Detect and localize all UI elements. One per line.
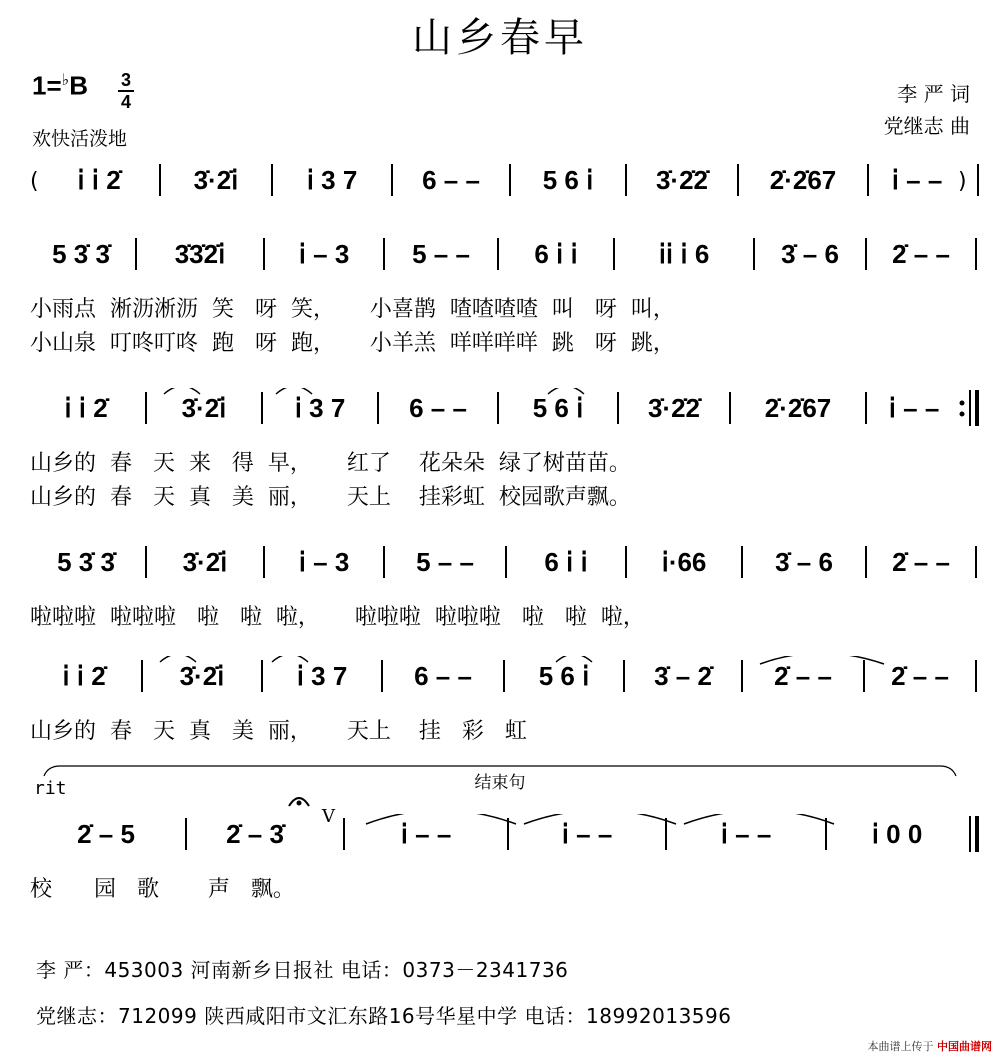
measure-3-3: ⅰ 3 7 (294, 393, 346, 423)
key-signature (32, 70, 88, 102)
footer (868, 1038, 993, 1054)
measure-5-1: ⅰ ⅰ 2̇ (62, 661, 106, 691)
measure-2-8: 2̇ – – (892, 239, 950, 269)
measure-4-4: 5 – – (416, 547, 474, 577)
lyric-line6: 校 园 歌 声 飘。 (30, 877, 295, 902)
measure-4-2: 3̇·2̇ⅰ (182, 547, 228, 577)
lyric-line5: 山乡的 春 天 真 美 丽， 天上 挂 彩 虹 (30, 719, 527, 744)
lyric-verse1-line2: 小雨点 淅沥淅沥 笑 呀 笑， 小喜鹊 喳喳喳喳 叫 呀 叫， (30, 297, 675, 322)
breath-mark: V (322, 806, 335, 827)
measure-6-3: ⅰ – – (400, 819, 452, 849)
score-line-6 (0, 806, 1000, 854)
contact-composer: 党继志：712099 陕西咸阳市文汇东路16号华星中学 电话：18992013596 (36, 1004, 732, 1028)
measure-5-4: 6 – – (414, 661, 472, 691)
measure-2-5: 6 ⅰ ⅰ (534, 239, 578, 269)
site-logo[interactable]: 中国曲谱网 (937, 1040, 992, 1053)
lyric-line4: 啦啦啦 啦啦啦 啦 啦 啦， 啦啦啦 啦啦啦 啦 啦 啦， (30, 605, 645, 630)
measure-4-5: 6 ⅰ ⅰ (544, 547, 588, 577)
measure-4-1: 5 3̇ 3̇ (57, 547, 115, 577)
contact-lyricist: 李 严：453003 河南新乡日报社 电话：0373－2341736 (36, 958, 569, 982)
time-signature (118, 70, 134, 112)
measure-5-6: 3̇ – 2̇ (654, 661, 712, 691)
measure-5-3: ⅰ 3 7 (296, 661, 348, 691)
measure-3-4: 6 – – (409, 393, 467, 423)
measure-5-8: 2̇ – – (891, 661, 949, 691)
measure-4-3: ⅰ – 3 (298, 547, 350, 577)
measure-5-2: 3̇·2̇ⅰ (179, 661, 225, 691)
lyricist-credit: 李 严 词 (897, 82, 970, 106)
score-line-1 (0, 160, 1000, 200)
rit-marking: rit (34, 778, 67, 799)
measure-1-4: 6 – – (422, 165, 480, 195)
composer-credit: 党继志 曲 (883, 114, 970, 138)
svg-text:): ) (958, 169, 967, 194)
measure-4-7: 3̇ – 6 (775, 547, 833, 577)
flat-sign: ♭ (61, 72, 70, 89)
measure-3-2: 3̇·2̇ⅰ (181, 393, 227, 423)
measure-3-1: ⅰ ⅰ 2̇ (64, 393, 108, 423)
measure-1-1: ⅰ ⅰ 2̇ (77, 165, 121, 195)
tempo-marking: 欢快活泼地 (32, 128, 128, 150)
measure-3-6: 3̇·2̇2̇ (647, 393, 701, 423)
measure-1-2: 3̇·2̇ⅰ (193, 165, 239, 195)
lyric-verse1-line3: 山乡的 春 天 来 得 早， 红了 花朵朵 绿了树苗苗。 (30, 451, 631, 476)
fermata-icon (286, 792, 312, 808)
lyric-verse2-line3: 山乡的 春 天 真 美 丽， 天上 挂彩虹 校园歌声飘。 (30, 485, 631, 510)
svg-text:(: ( (30, 169, 39, 194)
score-line-5 (0, 656, 1000, 696)
measure-1-3: ⅰ 3 7 (306, 165, 358, 195)
measure-3-7: 2̇·2̇67 (764, 393, 832, 423)
measure-3-5: 5 6 ⅰ (532, 393, 584, 423)
key-prefix: 1= (32, 70, 62, 101)
measure-6-5: ⅰ – – (720, 819, 772, 849)
measure-2-7: 3̇ – 6 (781, 239, 839, 269)
measure-1-6: 3̇·2̇2̇ (655, 165, 709, 195)
measure-4-6: ⅰ·66 (661, 547, 707, 577)
measure-2-3: ⅰ – 3 (298, 239, 350, 269)
measure-5-5: 5 6 ⅰ (538, 661, 590, 691)
measure-2-6: ⅰⅰ ⅰ 6 (658, 239, 710, 269)
score-line-4 (0, 542, 1000, 582)
measure-2-2: 3̇3̇2̇ⅰ (174, 239, 226, 269)
measure-4-8: 2̇ – – (892, 547, 950, 577)
measure-3-8: ⅰ – – (888, 393, 940, 423)
measure-5-7: 2̇ – – (774, 661, 832, 691)
measure-1-8: ⅰ – – (891, 165, 943, 195)
key-note: B (69, 70, 88, 101)
meter-top: 3 (120, 70, 131, 90)
page-title: 山乡春早 (412, 15, 588, 61)
measure-1-5: 5 6 ⅰ (542, 165, 594, 195)
score-line-3 (0, 388, 1000, 428)
footer-text: 本曲谱上传于 (867, 1040, 934, 1053)
lyric-verse2-line2: 小山泉 叮咚叮咚 跑 呀 跑， 小羊羔 咩咩咩咩 跳 呀 跳， (30, 331, 675, 356)
measure-6-2: 2̇ – 3̇ (226, 819, 284, 849)
score-line-2 (0, 234, 1000, 274)
measure-6-1: 2̇ – 5 (77, 819, 135, 849)
ending-label: 结束句 (474, 773, 526, 793)
meter-bottom: 4 (118, 90, 134, 112)
measure-1-7: 2̇·2̇67 (769, 165, 837, 195)
measure-2-4: 5 – – (412, 239, 470, 269)
measure-6-4: ⅰ – – (561, 819, 613, 849)
measure-2-1: 5 3̇ 3̇ (52, 239, 110, 269)
measure-6-6: ⅰ 0 0 (871, 819, 923, 849)
